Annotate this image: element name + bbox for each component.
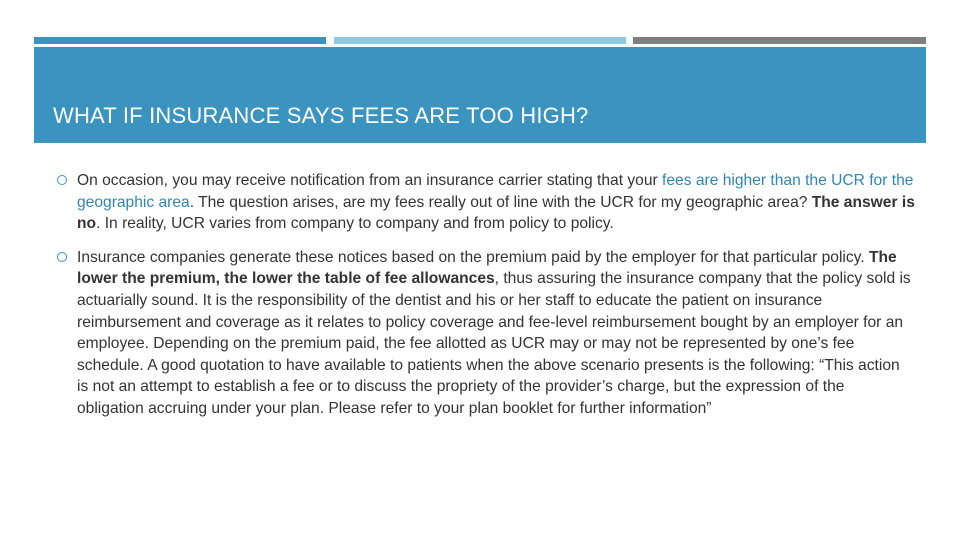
slide-body bbox=[57, 170, 915, 432]
slide-title: WHAT IF INSURANCE SAYS FEES ARE TOO HIGH? bbox=[53, 103, 589, 128]
bullet-item-premium-notices bbox=[57, 247, 915, 420]
accent-bar-light-blue bbox=[334, 37, 626, 44]
circle-bullet-icon bbox=[57, 252, 67, 262]
circle-bullet-icon bbox=[57, 175, 67, 185]
title-band bbox=[34, 47, 926, 143]
bullet-text: Insurance companies generate these notices based on the premium paid by the employer for that particular policy. bbox=[77, 248, 869, 266]
bullet-text: . The question arises, are my fees really out of line with the UCR for my geographic area? bbox=[189, 193, 812, 211]
bullet-item-ucr-variation bbox=[57, 170, 915, 235]
bullet-text: , thus assuring the insurance company that the policy sold is actuarially sound. It is the responsibility of the dentist and his or her staff to educate the patient on insurance reimbursement and coverage as it relates to policy coverage and fee-level reimbursement bought by an employer for an employee. Depending on the premium paid, the fee allotted as UCR may or may not be represented by one’s fee schedule. A good quotation to have available to patients when the above scenario presents is the following: “This action is not an attempt to establish a fee or to discuss the propriety of the provider’s charge, but the expression of the obligation accruing under your plan. Please refer to your plan booklet for further information” bbox=[77, 270, 911, 417]
bold-phrase: The answer is no bbox=[77, 193, 915, 233]
highlighted-phrase: fees are higher than the UCR for the geographic area bbox=[77, 172, 914, 211]
accent-bar-blue bbox=[34, 37, 326, 44]
accent-bar-gray bbox=[633, 37, 926, 44]
bullet-text: On occasion, you may receive notification from an insurance carrier stating that your bbox=[77, 172, 663, 189]
top-accent-bars bbox=[34, 37, 926, 44]
bullet-text: . In reality, UCR varies from company to company and from policy to policy. bbox=[96, 215, 614, 233]
bold-phrase: The lower the premium, the lower the table of fee allowances bbox=[77, 248, 897, 288]
